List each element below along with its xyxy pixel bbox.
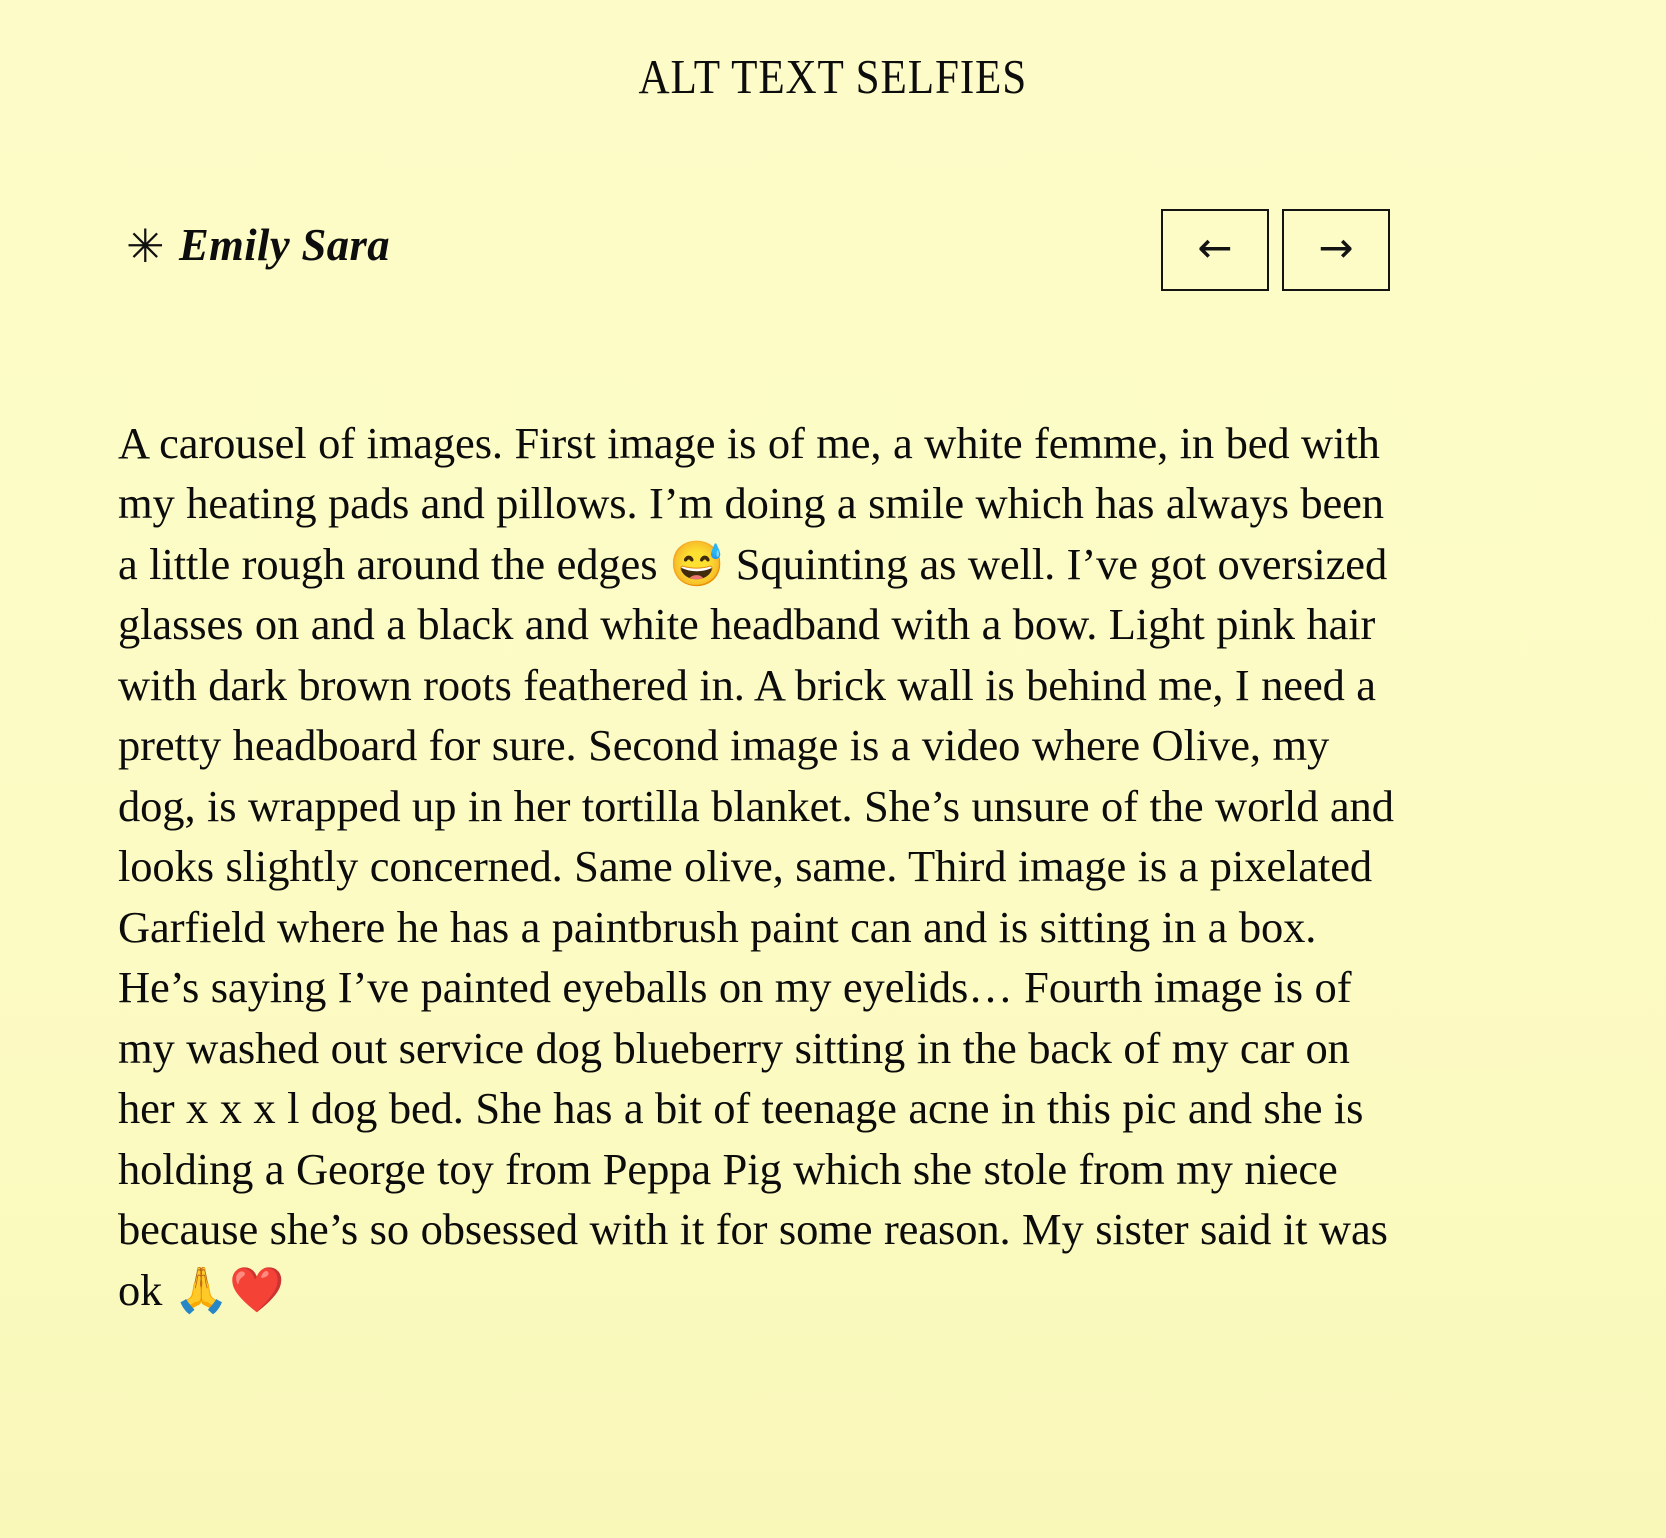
- next-button[interactable]: [1282, 209, 1390, 291]
- alt-text-body: A carousel of images. First image is of me, a white femme, in bed with my heating pads and pillows. I’m doing a smile which has always been a little rough around the edges 😅 Squinting as well. I’ve got oversized glasses on and a black and white headband with a bow. Light pink hair with dark brown roots feathered in. A brick wall is behind me, I need a pretty headboard for sure. Second image is a video where Olive, my dog, is wrapped up in her tortilla blanket. She’s unsure of the world and looks slightly concerned. Same olive, same. Third image is a pixelated Garfield where he has a paintbrush paint can and is sitting in a box. He’s saying I’ve painted eyeballs on my eyelids… Fourth image is of my washed out service dog blueberry sitting in the back of my car on her x x x l dog bed. She has a bit of teenage acne in this pic and she is holding a George toy from Peppa Pig which she stole from my niece because she’s so obsessed with it for some reason. My sister said it was ok 🙏❤️: [118, 417, 1394, 1315]
- next-arrow-icon: →: [1318, 223, 1354, 272]
- previous-arrow-icon: ←: [1197, 223, 1233, 272]
- navigation-buttons: [1161, 209, 1390, 291]
- byline: [126, 202, 396, 288]
- previous-button[interactable]: [1161, 209, 1269, 291]
- author-name: Emily Sara: [178, 219, 390, 270]
- page-title: ALT TEXT SELFIES: [638, 48, 1028, 104]
- byline-row: [0, 200, 1666, 296]
- asterisk-star-icon: ✳: [126, 219, 165, 273]
- page-header: [0, 18, 1666, 135]
